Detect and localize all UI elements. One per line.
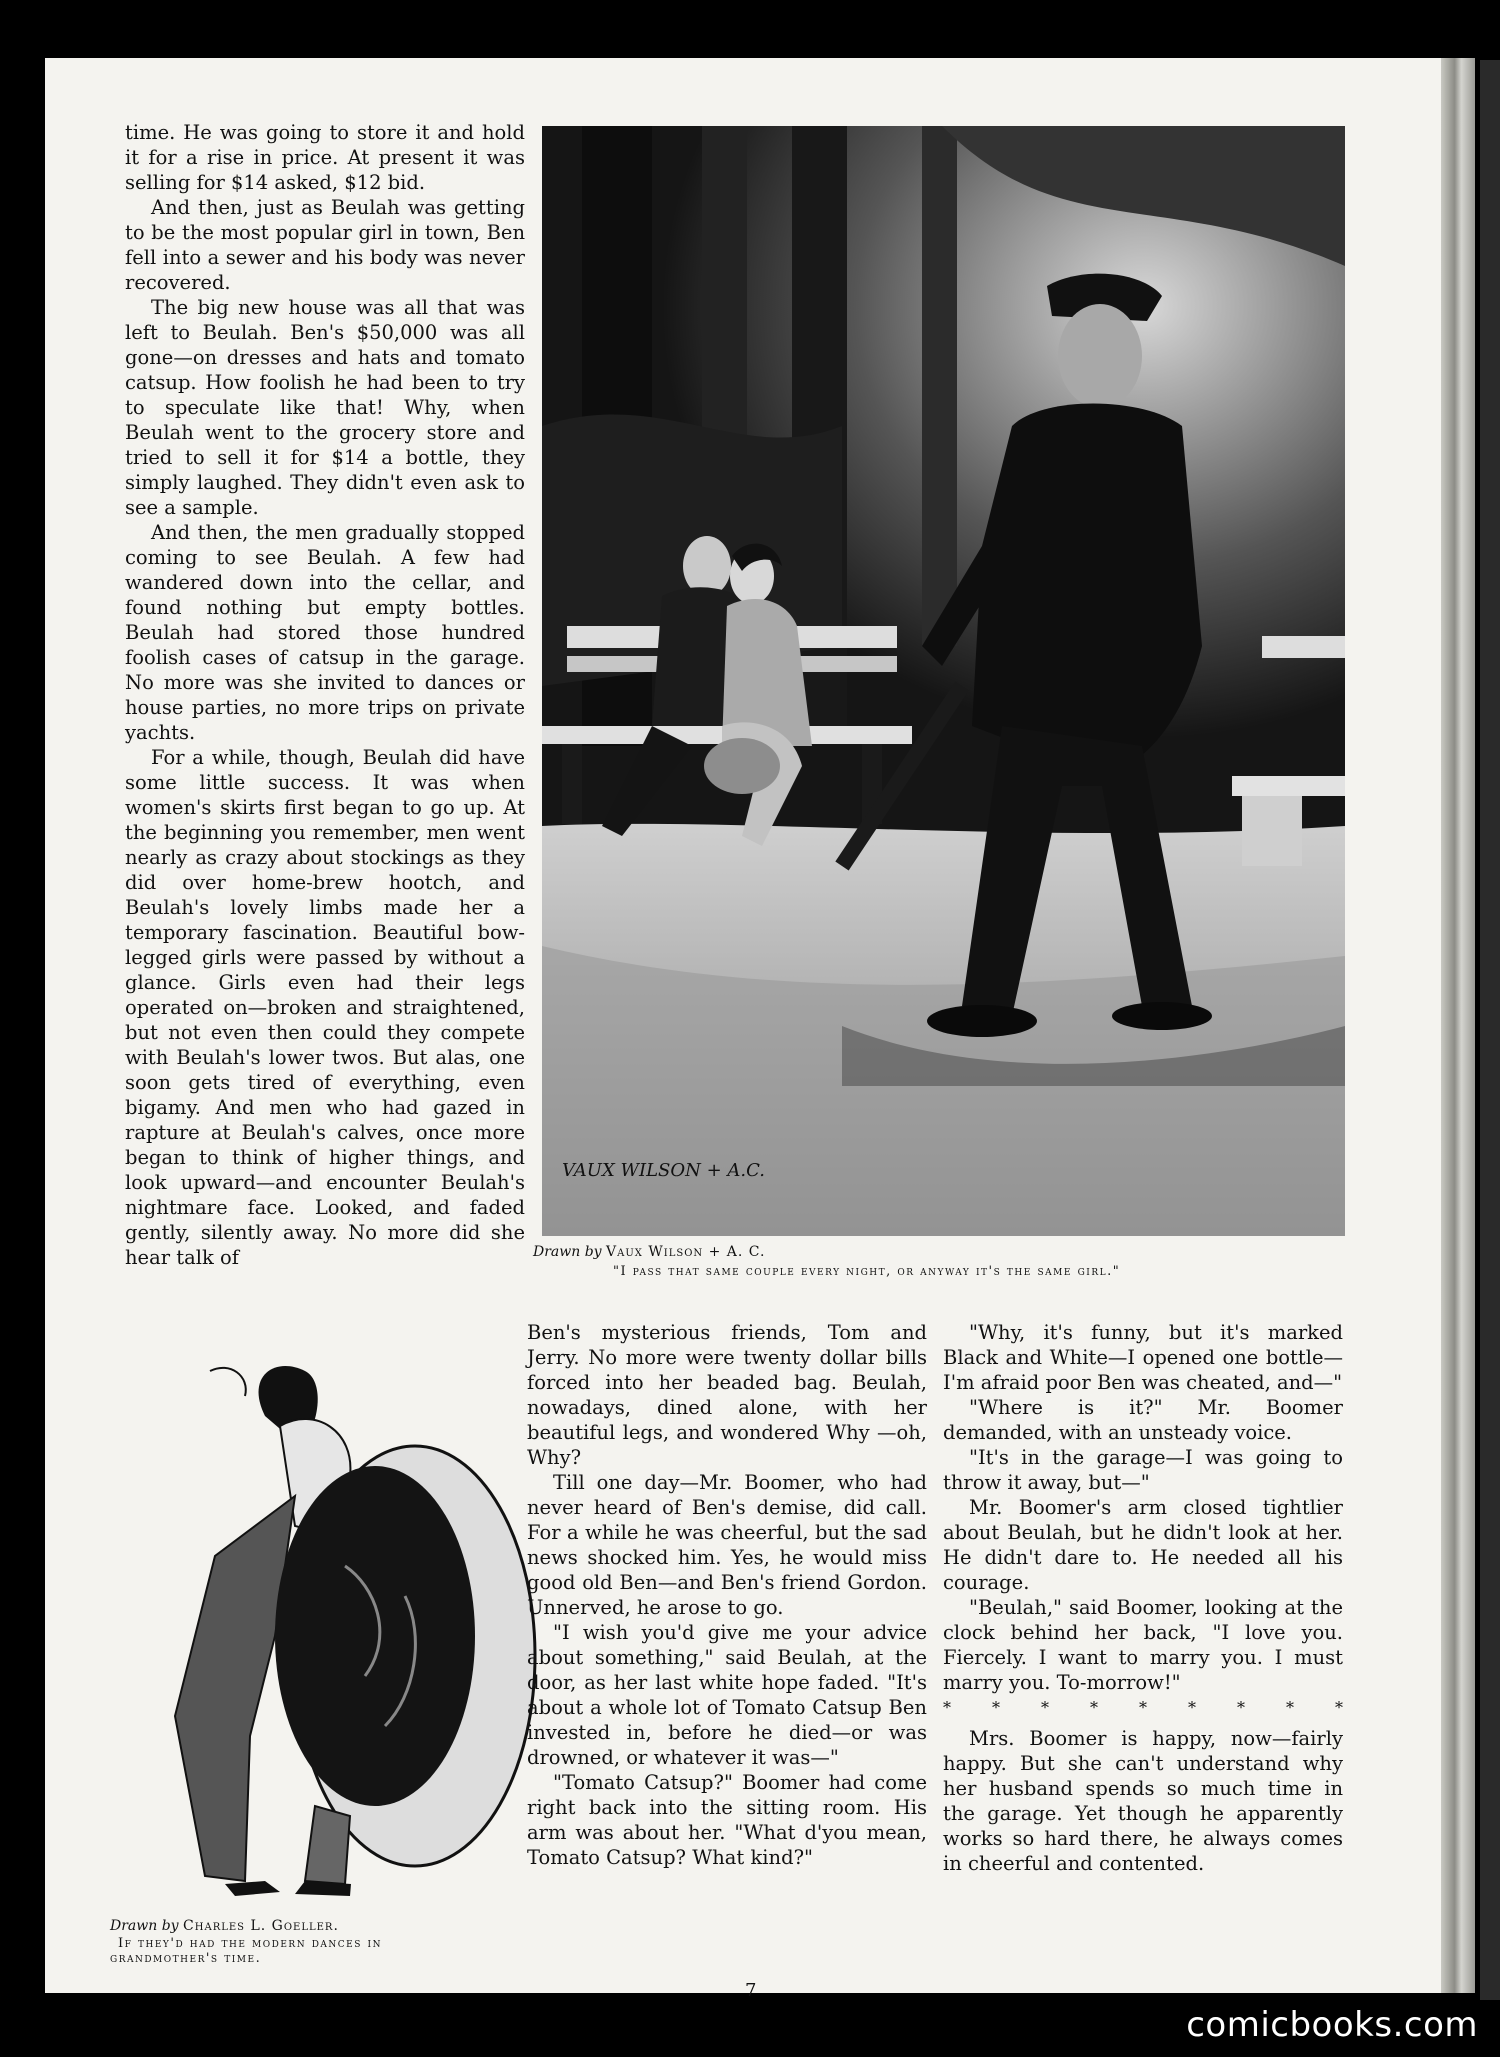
park-bench-illustration	[542, 126, 1345, 1236]
column-2	[527, 1320, 927, 1870]
asterisk: *	[1188, 1698, 1196, 1717]
paragraph: Till one day—Mr. Boomer, who had never heard of Ben's demise, did call. For a while he was cheerful, but the sad news shocked him. Yes, he would miss good old Ben—and Ben's friend Gordon. Unnerved, he arose to go.	[527, 1471, 927, 1619]
top-illustration-caption	[533, 1244, 1353, 1279]
paragraph: "Why, it's funny, but it's marked Black and White—I opened one bottle—I'm afraid poor Ben was cheated, and—"	[943, 1321, 1343, 1394]
illustration-caption-text: "I pass that same couple every night, or anyway it's the same girl."	[613, 1264, 1121, 1279]
paragraph: "Where is it?" Mr. Boomer demanded, with an unsteady voice.	[943, 1396, 1343, 1444]
paragraph: "Tomato Catsup?" Boomer had come right back into the sitting room. His arm was about her. "What d'you mean, Tomato Catsup? What kind?"	[527, 1771, 927, 1869]
dancing-couple-illustration	[115, 1336, 555, 1906]
policeman-couple-drawing	[542, 126, 1345, 1236]
asterisk: *	[992, 1698, 1000, 1717]
paragraph: The big new house was all that was left to Beulah. Ben's $50,000 was all gone—on dresses and hats and tomato catsup. How foolish he had been to try to speculate like that! Why, when Beulah went to the grocery store and tried to sell it for $14 a bottle, they simply laughed. They didn't even ask to see a sample.	[125, 296, 525, 519]
scan-edge	[1480, 60, 1500, 2000]
page-binding-edge	[1441, 58, 1475, 1993]
paragraph: For a while, though, Beulah did have some little success. It was when women's skirts first began to go up. At the beginning you remember, men went nearly as crazy about stockings as they did over home-brew hootch, and Beulah's lovely limbs made her a temporary fascination. Beautiful bow-legged girls were passed by without a glance. Girls even had their legs operated on—broken and straightened, but not even then could they compete with Beulah's lower twos. But alas, one soon gets tired of everything, even bigamy. And men who had gazed in rapture at Beulah's calves, once more began to think of higher things, and look upward—and encounter Beulah's nightmare face. Looked, and faded gently, silently away. No more did she hear talk of	[125, 746, 525, 1269]
asterisk: *	[943, 1698, 951, 1717]
paragraph: "It's in the garage—I was going to throw it away, but—"	[943, 1446, 1343, 1494]
credit-prefix: Drawn by	[110, 1918, 179, 1934]
asterisk: *	[1286, 1698, 1294, 1717]
illustration-credit	[533, 1244, 1353, 1260]
paragraph: "I wish you'd give me your advice about something," said Beulah, at the door, as her last white hope faded. "It's about a whole lot of Tomato Catsup Ben invested in, before he died—or was drowned, or whatever it was—"	[527, 1621, 927, 1769]
paragraph: Mrs. Boomer is happy, now—fairly happy. But she can't understand why her husband spends so much time in the garage. Yet though he apparently works so hard there, he always comes in cheerful and contented.	[943, 1727, 1343, 1875]
credit-name: Vaux Wilson + A. C.	[606, 1244, 766, 1260]
asterisk: *	[1090, 1698, 1098, 1717]
paragraph: Ben's mysterious friends, Tom and Jerry. No more were twenty dollar bills forced into her beaded bag. Beulah, nowadays, dined alone, with her beautiful legs, and wondered Why —oh, Why?	[527, 1321, 927, 1469]
paragraph: time. He was going to store it and hold it for a rise in price. At present it was selling for $14 asked, $12 bid.	[125, 121, 525, 194]
page-number: 7	[745, 1980, 757, 2001]
paragraph: Mr. Boomer's arm closed tightlier about Beulah, but he didn't look at her. He didn't dare to. He needed all his courage.	[943, 1496, 1343, 1594]
illustration-credit	[110, 1918, 550, 1934]
asterisk: *	[1237, 1698, 1245, 1717]
paragraph: And then, the men gradually stopped coming to see Beulah. A few had wandered down into the cellar, and found nothing but empty bottles. Beulah had stored those hundred foolish cases of catsup in the garage. No more was she invited to dances or house parties, no more trips on private yachts.	[125, 521, 525, 744]
column-1	[125, 120, 525, 1270]
credit-prefix: Drawn by	[533, 1244, 602, 1260]
watermark-logo: comicbooks.com	[1186, 2005, 1478, 2045]
credit-name: Charles L. Goeller.	[183, 1918, 339, 1934]
paragraph: And then, just as Beulah was getting to be the most popular girl in town, Ben fell into a sewer and his body was never recovered.	[125, 196, 525, 294]
magazine-page	[45, 58, 1475, 2001]
artist-signature: VAUX WILSON + A.C.	[562, 1160, 765, 1181]
asterisk: *	[1335, 1698, 1343, 1717]
illustration-caption-line: If they'd had the modern dances in	[118, 1936, 382, 1951]
asterisk: *	[1041, 1698, 1049, 1717]
section-break-asterisks	[943, 1695, 1343, 1720]
asterisk: *	[1139, 1698, 1147, 1717]
paragraph: "Beulah," said Boomer, looking at the clock behind her back, "I love you. Fiercely. I want to marry you. I must marry you. To-morrow!"	[943, 1596, 1343, 1694]
dancers-drawing	[115, 1336, 555, 1906]
illustration-caption-line: grandmother's time.	[110, 1951, 262, 1966]
bottom-illustration-caption	[110, 1918, 550, 1966]
column-3	[943, 1320, 1343, 1876]
